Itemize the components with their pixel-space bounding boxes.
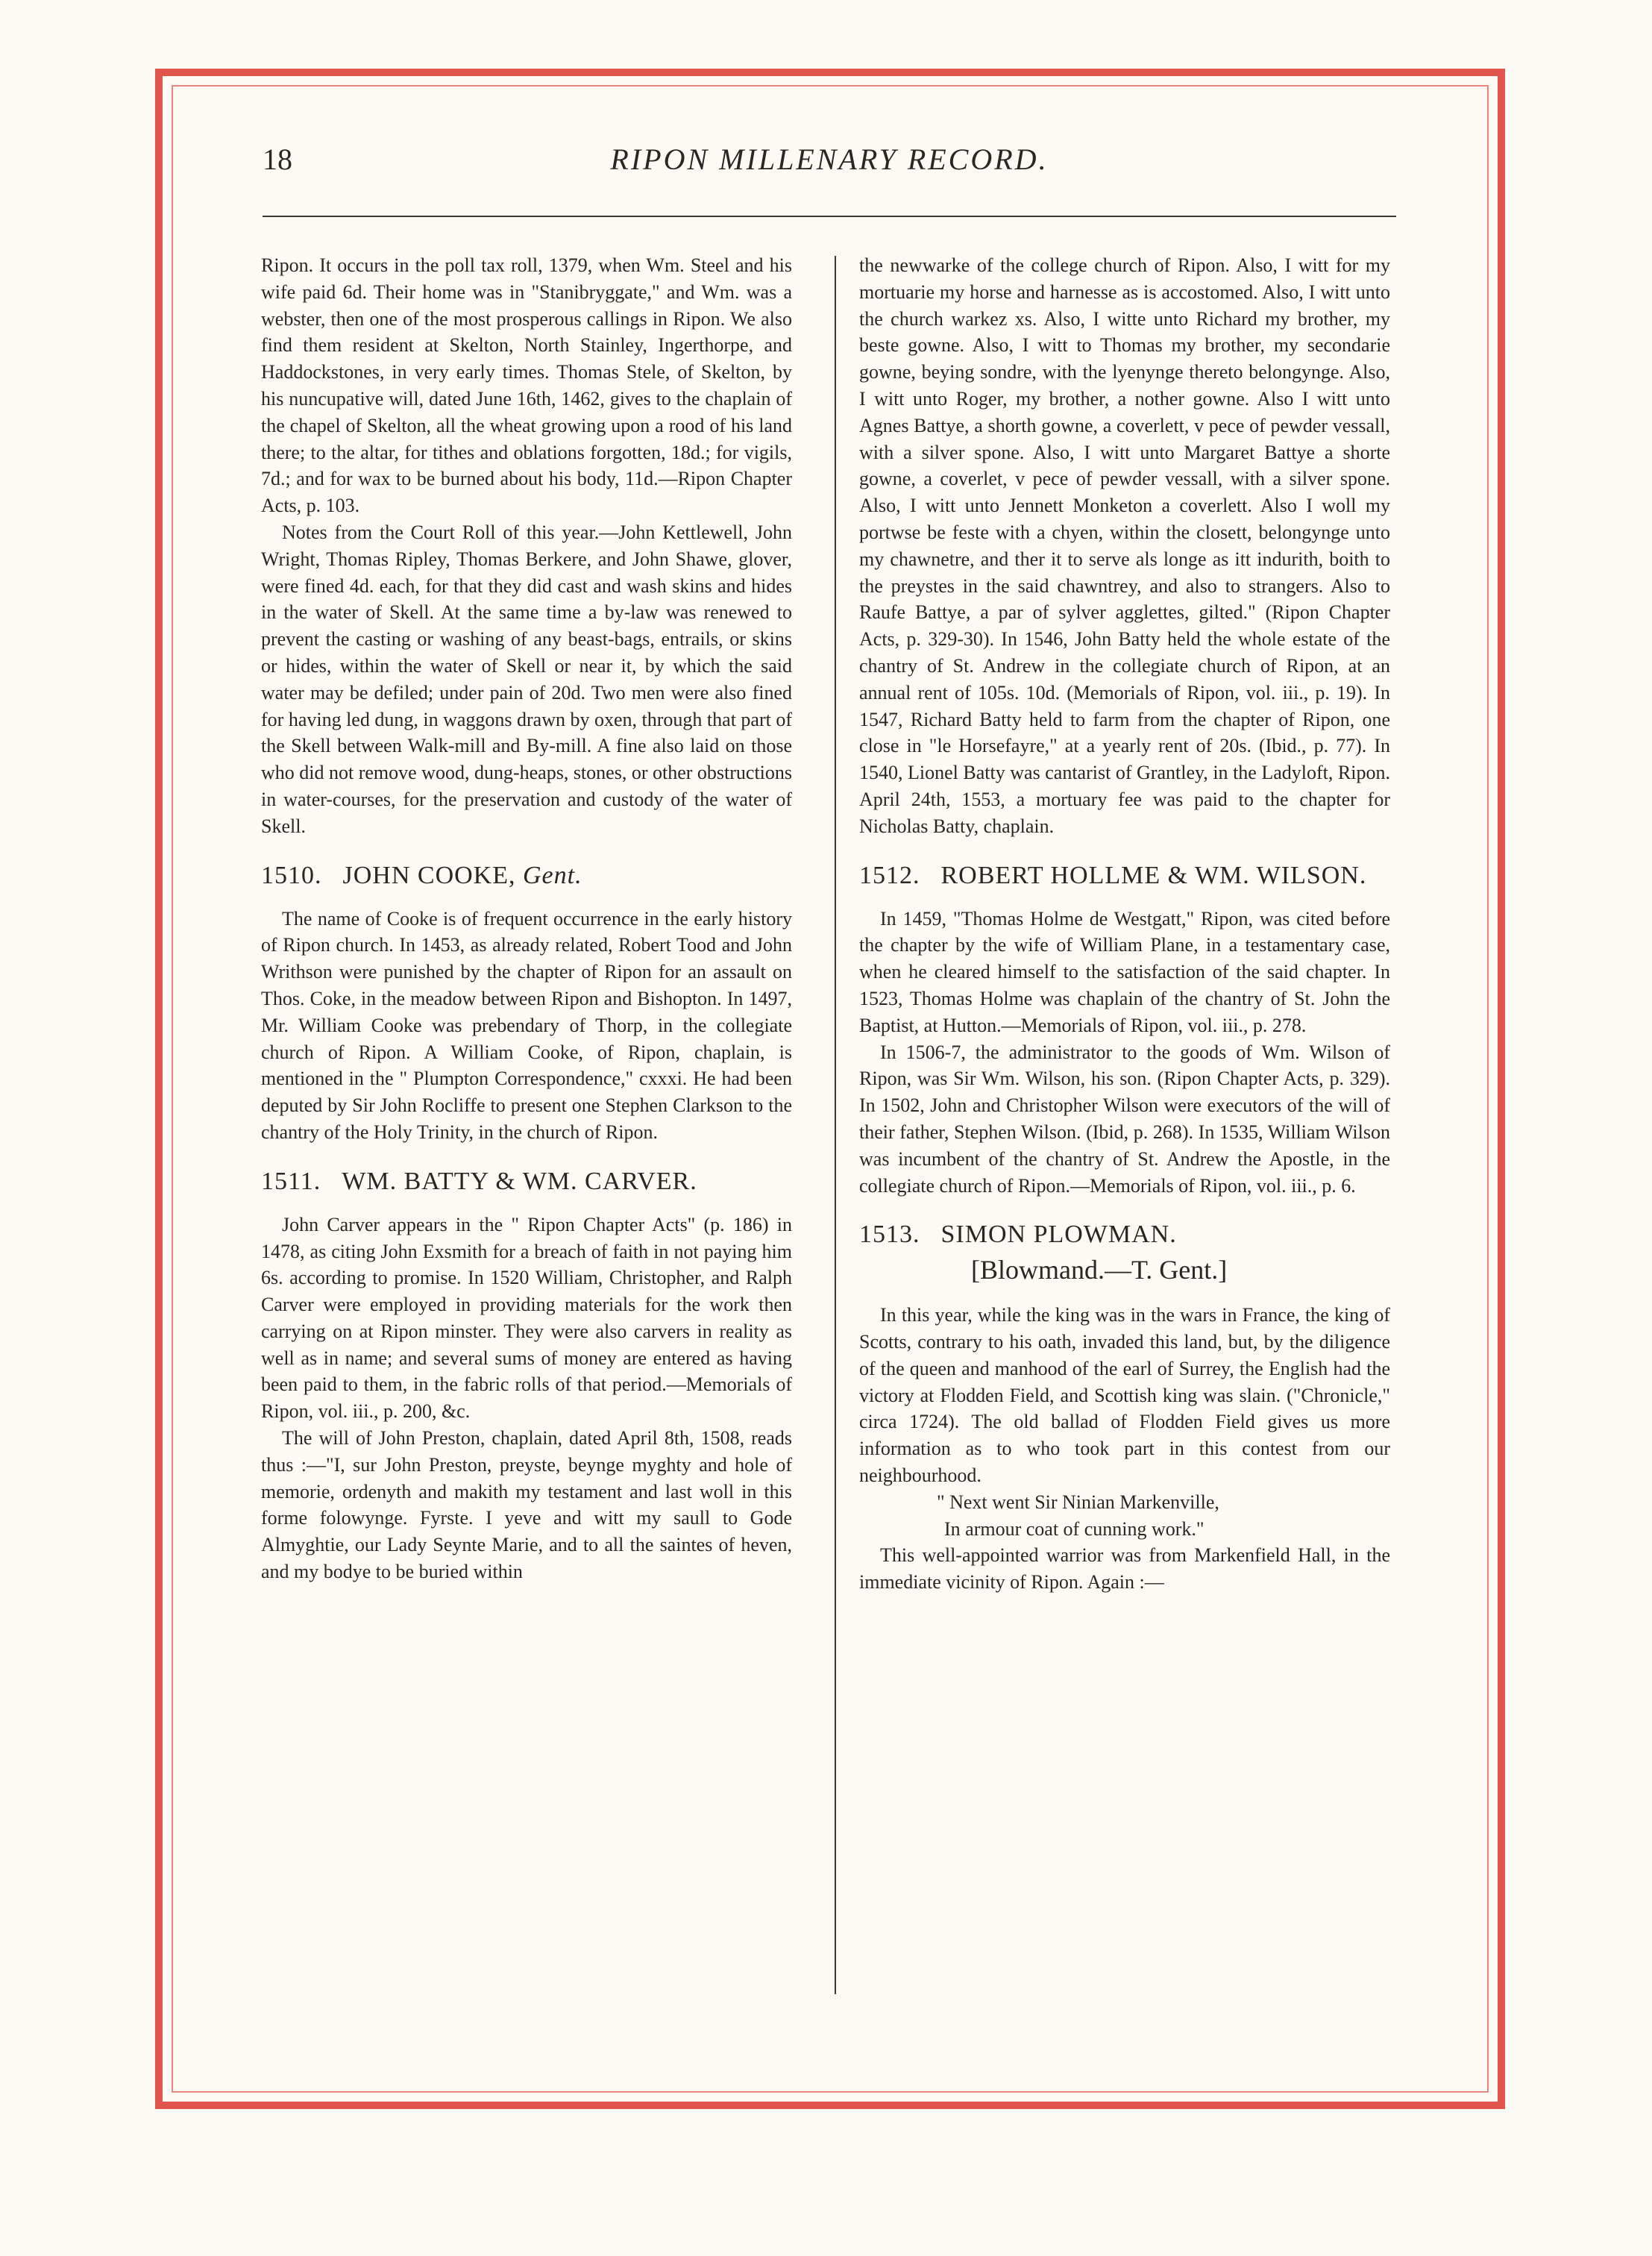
header-rule bbox=[263, 216, 1396, 217]
entry-name: SIMON PLOWMAN. bbox=[940, 1221, 1177, 1249]
paragraph: the newwarke of the college church of Ripon. Also, I witt for my mortuarie my horse and harnesse as is accostomed. Also, I witt unto the church warkez xs. Also, I witte unto Richard my brother, my beste gowne. Also, I witt to Thomas my brother, my secondarie gowne, beying sondre, with the lyenynge thereto belongynge. Also, I witt unto Roger, my brother, a nother gowne. Also I witt unto Agnes Battye, a shorth gowne, a coverlett, v pece of pewder vessall, with a silver spone. Also, I witt unto Margaret Battye a shorte gowne, a coverlet, v pece of pewder vessall, with a silver spone. Also, I witt unto Jennett Monketon a coverlett. Also I woll my portwse be feste with a chyen, within the closett, belongynge unto my chawnetre, and ther it to serve als longe as itt indurith, boith to the preystes in the said chawntrey, and also to strangers. Also to Raufe Battye, a par of sylver agglettes, gilted." (Ripon Chapter Acts, p. 329-30). In 1546, John Batty held the whole estate of the chantry of St. Andrew in the collegiate church of Ripon, at an annual rent of 105s. 10d. (Memorials of Ripon, vol. iii., p. 19). In 1547, Richard Batty held to farm from the chapter of Ripon, one close in "le Horsefayre," at a yearly rent of 20s. (Ibid., p. 77). In 1540, Lionel Batty was cantarist of Grantley, in the Ladyloft, Ripon. April 24th, 1553, a mortuary fee was paid to the chapter for Nicholas Batty, chaplain. bbox=[859, 254, 1390, 837]
entry-name: WM. BATTY & WM. CARVER. bbox=[342, 1167, 697, 1195]
entry-heading-1511 bbox=[261, 1165, 792, 1198]
entry-heading-1512 bbox=[859, 859, 1390, 892]
ballad-quote bbox=[937, 1489, 1390, 1543]
entry-title: Gent. bbox=[523, 861, 582, 889]
entry-subheading: [Blowmand.—T. Gent.] bbox=[971, 1255, 1228, 1285]
left-column bbox=[261, 252, 792, 1585]
entry-name: JOHN COOKE, bbox=[342, 861, 516, 889]
paragraph: This well-appointed warrior was from Markenfield Hall, in the immediate vicinity of Ripon. Again :— bbox=[859, 1544, 1390, 1594]
paragraph: In 1506-7, the administrator to the goods of Wm. Wilson of Ripon, was Sir Wm. Wilson, his son. (Ripon Chapter Acts, p. 329). In 1502, John and Christopher Wilson were executors of the will of their father, Stephen Wilson. (Ibid, p. 268). In 1535, William Wilson was incumbent of the chantry of St. Andrew the Apostle, in the collegiate church of Ripon.—Memorials of Ripon, vol. iii., p. 6. bbox=[859, 1041, 1390, 1197]
page-number: 18 bbox=[263, 142, 292, 176]
paragraph: The name of Cooke is of frequent occurrence in the early history of Ripon church. In 1453, as already related, Robert Tood and John Writhson were punished by the chapter of Ripon for an assault on Thos. Coke, in the meadow between Ripon and Bishopton. In 1497, Mr. William Cooke was prebendary of Thorp, in the collegiate church of Ripon. A William Cooke, of Ripon, chaplain, is mentioned in the " Plumpton Correspondence," cxxxi. He had been deputed by Sir John Rocliffe to present one Stephen Clarkson to the chantry of the Holy Trinity, in the church of Ripon. bbox=[261, 907, 792, 1143]
running-title: RIPON MILLENARY RECORD. bbox=[610, 142, 1049, 176]
entry-heading-1513 bbox=[859, 1218, 1390, 1251]
paragraph: Ripon. It occurs in the poll tax roll, 1379, when Wm. Steel and his wife paid 6d. Their home was in "Stanibryggate," and Wm. was a webster, then one of the most prosperous callings in Ripon. We also find them resident at Skelton, North Stainley, Ingerthorpe, and Haddockstones, in very early times. Thomas Stele, of Skelton, by his nuncupative will, dated June 16th, 1462, gives to the chaplain of the chapel of Skelton, all the wheat growing upon a rood of his land there; to the altar, for tithes and oblations forgotten, 18d.; for vigils, 7d.; and for wax to be burned about his body, 11d.—Ripon Chapter Acts, p. 103. bbox=[261, 254, 792, 517]
running-head bbox=[263, 142, 1396, 187]
entry-name: ROBERT HOLLME & WM. WILSON. bbox=[940, 861, 1367, 889]
verse-line: In armour coat of cunning work." bbox=[944, 1517, 1205, 1540]
paragraph: Notes from the Court Roll of this year.—John Kettlewell, John Wright, Thomas Ripley, Thomas Berkere, and John Shawe, glover, were fined 4d. each, for that they did cast and wash skins and hides in the water of Skell. At the same time a by-law was renewed to prevent the casting or washing of any beast-bags, entrails, or skins or hides, within the water of Skell or near it, by which the said water may be defiled; under pain of 20d. Two men were also fined for having led dung, in waggons drawn by oxen, through that part of the Skell between Walk-mill and By-mill. A fine also laid on those who did not remove wood, dung-heaps, stones, or other obstructions in water-courses, for the preservation and custody of the water of Skell. bbox=[261, 521, 793, 837]
right-column bbox=[859, 252, 1390, 1596]
paragraph: In 1459, "Thomas Holme de Westgatt," Ripon, was cited before the chapter by the wife of William Plane, in a testamentary case, when he cleared himself to the satisfaction of the said chapter. In 1523, Thomas Holme was chaplain of the chantry of St. John the Baptist, at Hutton.—Memorials of Ripon, vol. iii., p. 278. bbox=[859, 907, 1390, 1036]
entry-year: 1513. bbox=[859, 1221, 920, 1249]
entry-heading-1510 bbox=[261, 859, 792, 892]
paragraph: In this year, while the king was in the wars in France, the king of Scotts, contrary to his oath, invaded this land, but, by the diligence of the queen and manhood of the earl of Surrey, the English had the victory at Flodden Field, and Scottish king was slain. ("Chronicle," circa 1724). The old ballad of Flodden Field gives us more information as to who took part in this contest from our neighbourhood. bbox=[859, 1304, 1390, 1487]
verse-line: " Next went Sir Ninian Markenville, bbox=[937, 1491, 1219, 1513]
paragraph: The will of John Preston, chaplain, dated April 8th, 1508, reads thus :—"I, sur John Preston, preyste, beynge myghty and hole of memorie, ordenyth and makith my testament and last woll in this forme folowynge. Fyrste. I yeve and witt my saull to Gode Almyghtie, our Lady Seynte Marie, and to all the saintes of heven, and my bodye to be buried within bbox=[261, 1427, 792, 1583]
entry-year: 1510. bbox=[261, 861, 322, 889]
entry-year: 1511. bbox=[261, 1167, 321, 1195]
column-rule bbox=[835, 256, 836, 1994]
paragraph: John Carver appears in the " Ripon Chapter Acts" (p. 186) in 1478, as citing John Exsmith for a breach of faith in not paying him 6s. according to promise. In 1520 William, Christopher, and Ralph Carver were employed in providing materials for the work then carrying on at Ripon minster. They were also carvers in reality as well as in name; and several sums of money are entered as having been paid to them, in the fabric rolls of that period.—Memorials of Ripon, vol. iii., p. 200, &c. bbox=[261, 1213, 792, 1423]
entry-year: 1512. bbox=[859, 861, 920, 889]
